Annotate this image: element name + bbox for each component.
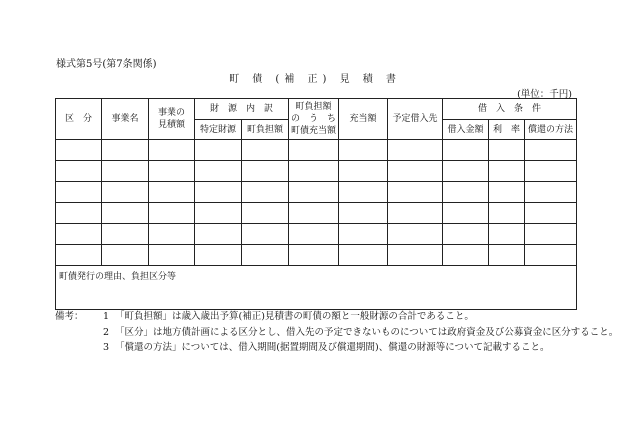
table-row bbox=[56, 203, 577, 224]
table-cell bbox=[195, 245, 242, 266]
table-cell bbox=[388, 203, 443, 224]
table-cell bbox=[443, 245, 489, 266]
table-cell bbox=[102, 182, 149, 203]
table-cell bbox=[489, 161, 525, 182]
table-row bbox=[56, 245, 577, 266]
header-district: 区 分 bbox=[56, 99, 102, 140]
header-town-bond-line3: 町債充当額 bbox=[291, 126, 337, 136]
table-cell bbox=[56, 245, 102, 266]
table-cell bbox=[489, 203, 525, 224]
table-cell bbox=[388, 245, 443, 266]
header-loan-amount: 借入金額 bbox=[443, 120, 489, 140]
table-cell bbox=[489, 140, 525, 161]
table-cell bbox=[102, 140, 149, 161]
table-cell bbox=[489, 182, 525, 203]
table-cell bbox=[149, 140, 195, 161]
reason-label: 町債発行の理由、負担区分等 bbox=[59, 272, 177, 282]
header-project-name: 事業名 bbox=[102, 99, 149, 140]
notes-section bbox=[55, 309, 618, 356]
table-cell bbox=[525, 140, 577, 161]
table-cell bbox=[242, 203, 289, 224]
table-cell bbox=[149, 245, 195, 266]
table-cell bbox=[149, 203, 195, 224]
form-number: 様式第5号(第7条関係) bbox=[56, 59, 157, 70]
table-cell bbox=[242, 224, 289, 245]
table-cell bbox=[525, 182, 577, 203]
table-cell bbox=[443, 224, 489, 245]
table-cell bbox=[102, 224, 149, 245]
table-cell bbox=[289, 182, 339, 203]
table-cell bbox=[388, 224, 443, 245]
table-cell bbox=[102, 203, 149, 224]
note-number: 1 bbox=[102, 311, 109, 322]
table-cell bbox=[242, 161, 289, 182]
note-item bbox=[55, 325, 618, 341]
table-cell bbox=[289, 245, 339, 266]
table-cell bbox=[242, 140, 289, 161]
table-cell bbox=[289, 203, 339, 224]
header-specific-funds: 特定財源 bbox=[195, 120, 242, 140]
notes-label: 備考： bbox=[55, 311, 84, 322]
table-cell bbox=[339, 224, 388, 245]
table-cell bbox=[149, 182, 195, 203]
note-item bbox=[55, 340, 618, 356]
table-cell bbox=[525, 161, 577, 182]
table-cell bbox=[195, 182, 242, 203]
form-title: 町 債 (補 正) 見 積 書 bbox=[229, 74, 401, 85]
header-loan-conditions: 借 入 条 件 bbox=[443, 99, 577, 120]
table-cell bbox=[56, 203, 102, 224]
reason-cell bbox=[56, 266, 577, 310]
table-cell bbox=[443, 182, 489, 203]
header-repayment-method: 償還の方法 bbox=[525, 120, 577, 140]
table-cell bbox=[195, 203, 242, 224]
header-town-bond-line2: の う ち bbox=[291, 114, 337, 124]
table-cell bbox=[489, 224, 525, 245]
table-row bbox=[56, 224, 577, 245]
table-cell bbox=[339, 140, 388, 161]
header-project-estimate-line1: 事業の bbox=[157, 108, 185, 118]
table-cell bbox=[443, 203, 489, 224]
table-cell bbox=[242, 245, 289, 266]
note-item bbox=[55, 309, 618, 325]
table-cell bbox=[149, 161, 195, 182]
note-number: 3 bbox=[102, 342, 109, 353]
unit-label: (単位：千円) bbox=[517, 89, 572, 100]
note-number: 2 bbox=[102, 326, 109, 338]
table-cell bbox=[388, 182, 443, 203]
table-cell bbox=[242, 182, 289, 203]
estimate-table bbox=[55, 98, 577, 310]
header-project-estimate bbox=[149, 99, 195, 140]
header-funding-breakdown: 財 源 内 訳 bbox=[195, 99, 289, 120]
table-cell bbox=[195, 161, 242, 182]
table-cell bbox=[102, 245, 149, 266]
table-cell bbox=[339, 182, 388, 203]
table-cell bbox=[149, 224, 195, 245]
header-planned-lender: 予定借入先 bbox=[388, 99, 443, 140]
note-text: 「償還の方法」については、借入期間(据置期間及び償還期間)、償還の財源等について記載すること。 bbox=[115, 342, 550, 353]
table-cell bbox=[443, 140, 489, 161]
header-town-bond-line1: 町負担額 bbox=[295, 102, 332, 112]
table-cell bbox=[489, 245, 525, 266]
table-cell bbox=[56, 182, 102, 203]
header-town-burden: 町負担額 bbox=[242, 120, 289, 140]
table-cell bbox=[388, 140, 443, 161]
header-project-estimate-line2: 見積額 bbox=[157, 120, 185, 130]
table-cell bbox=[56, 161, 102, 182]
table-cell bbox=[525, 203, 577, 224]
table-cell bbox=[388, 161, 443, 182]
table-cell bbox=[289, 224, 339, 245]
table-row bbox=[56, 161, 577, 182]
table-cell bbox=[195, 140, 242, 161]
table-cell bbox=[56, 224, 102, 245]
header-allocation: 充当額 bbox=[339, 99, 388, 140]
table-cell bbox=[339, 161, 388, 182]
table-cell bbox=[525, 224, 577, 245]
table-cell bbox=[289, 140, 339, 161]
table-cell bbox=[339, 203, 388, 224]
header-town-bond-portion bbox=[289, 99, 339, 140]
table-cell bbox=[525, 245, 577, 266]
table-cell bbox=[443, 161, 489, 182]
table-cell bbox=[195, 224, 242, 245]
table-cell bbox=[339, 245, 388, 266]
table-row bbox=[56, 140, 577, 161]
table-row bbox=[56, 182, 577, 203]
header-interest-rate: 利 率 bbox=[489, 120, 525, 140]
note-text: 「町負担額」は歳入歳出予算(補正)見積書の町債の額と一般財源の合計であること。 bbox=[115, 311, 474, 322]
table-cell bbox=[289, 161, 339, 182]
table-cell bbox=[56, 140, 102, 161]
note-text: 「区分」は地方債計画による区分とし、借入先の予定できないものについては政府資金及び公募資金に区分すること。 bbox=[115, 326, 619, 338]
table-cell bbox=[102, 161, 149, 182]
